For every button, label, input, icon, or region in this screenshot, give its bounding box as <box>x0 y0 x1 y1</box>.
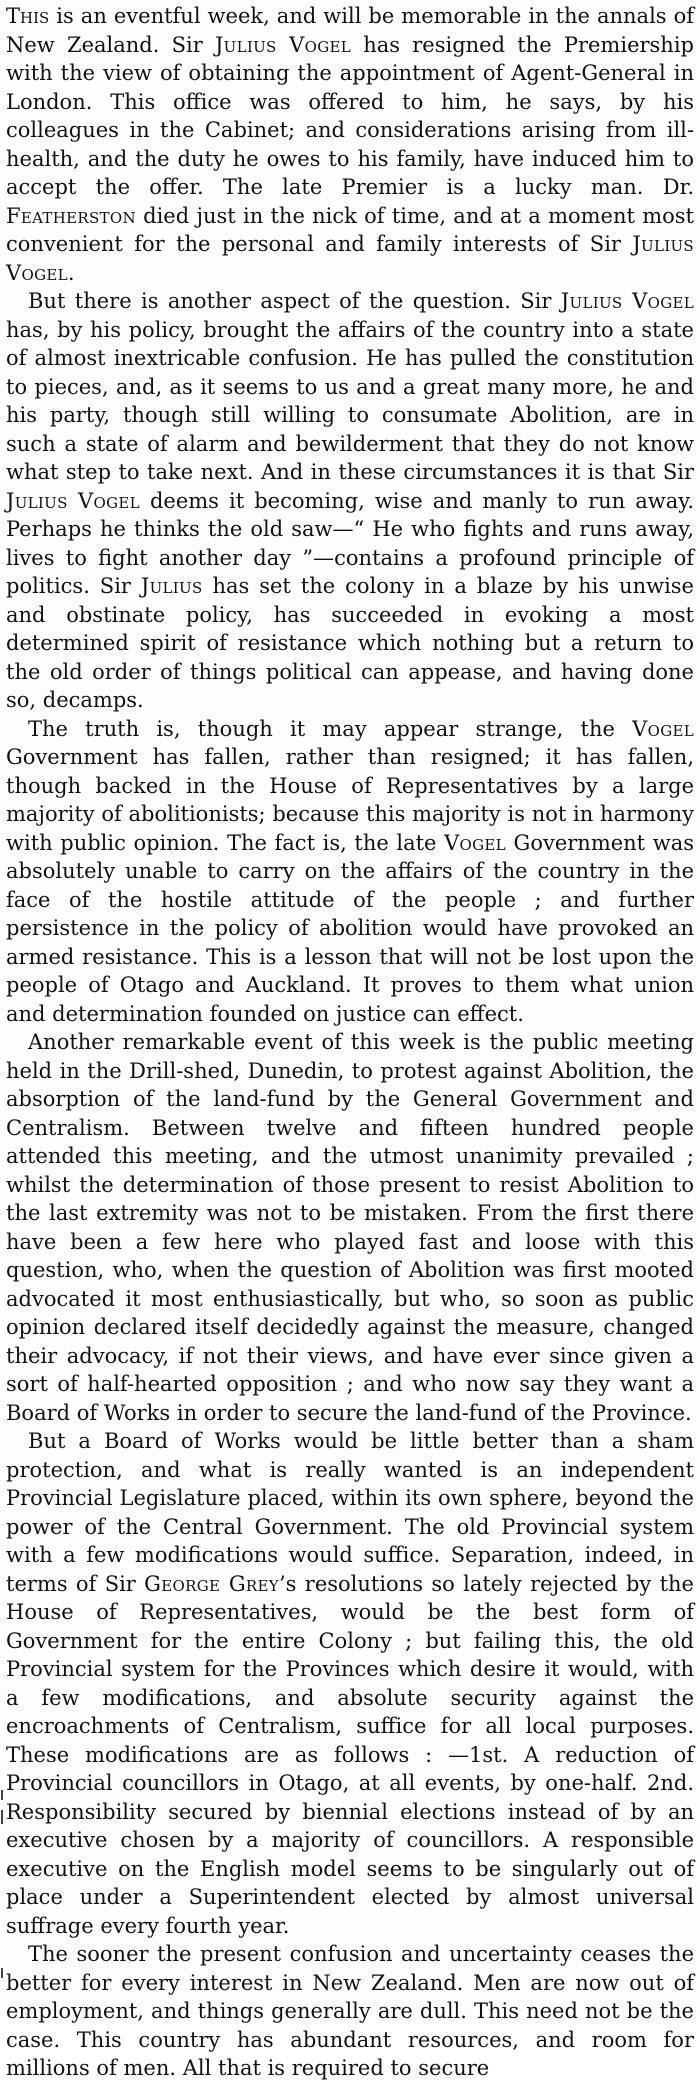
margin-tick <box>1 1790 3 1800</box>
text-run: Government was absolutely unable to carry on the affairs of the country in the face of the hostile attitude of the people ; and further persistence in the policy of abolition would have provoked an armed resistance. This is a lesson that will not be lost upon the people of Otago and Auckland. It proves to them what union and determination founded on justice can effect. <box>6 830 694 1026</box>
person-name: Featherston <box>6 203 136 228</box>
person-name: Julius Vogel <box>6 232 694 285</box>
text-run: deems it becoming, wise and manly to run away. Perhaps he thinks the old saw—“ He who fights and runs away, lives to fight another day ”—contains a profound principle of politics. Sir <box>6 488 694 598</box>
margin-tick <box>1 1968 3 1978</box>
person-name: George Grey <box>144 1571 279 1596</box>
opening-word: This <box>6 4 50 28</box>
text-run: . <box>67 260 75 285</box>
text-run: has, by his policy, brought the affairs of the country into a state of almost inextricable confusion. He has pulled the constitution to pieces, and, as it seems to us and a great many more, he and his party, though still willing to consumate Abolition, are in such a state of alarm and bewilderment that they do not know what step to take next. And in these circumstances it is that Sir <box>6 317 694 484</box>
person-name: Vogel <box>444 830 506 855</box>
margin-tick <box>1 1810 3 1824</box>
text-run: is an eventful week, and will be memorable in the annals of New Zealand. Sir <box>6 4 694 57</box>
paragraph-2 <box>6 287 694 715</box>
text-run: But a Board of Works would be little better than a sham protection, and what is really wanted is an independent Provincial Legislature placed, within its own sphere, beyond the power of the Central Government. The old Provincial system with a few modifications would suffice. Separation, indeed, in terms of Sir <box>6 1429 694 1596</box>
text-run: died just in the nick of time, and at a moment most convenient for the personal and family interests of Sir <box>6 203 694 256</box>
text-run: Another remarkable event of this week is the public meeting held in the Drill-shed, Dunedin, to protest against Abolition, the absorption of the land-fund by the General Government and Centralism. Between twelve and fifteen hundred people attended this meeting, and the utmost unanimity prevailed ; whilst the determination of those present to resist Abolition to the last extremity was not to be mistaken. From the first there have been a few here who played fast and loose with this question, who, when the question of Abolition was first mooted advocated it most enthusiastically, but who, so soon as public opinion declared itself decidedly against the measure, changed their advocacy, if not their views, and have ever since given a sort of half-hearted opposition ; and who now say they want a Board of Works in order to secure the land-fund of the Province. <box>6 1030 694 1425</box>
person-name: Julius <box>140 574 203 598</box>
text-run: has set the colony in a blaze by his unwise and obstinate policy, has succeeded in evoking a most determined spirit of resistance which nothing but a return to the old order of things political can appease, and having done so, decamps. <box>6 574 694 712</box>
article-column <box>6 2 694 2083</box>
person-name: Vogel <box>632 716 694 741</box>
text-run: ’s resolutions so lately rejected by the House of Representatives, would be the best form of Government for the entire Colony ; but failing this, the old Provincial system for the Provinces which desire it would, with a few modifications, and absolute security against the encroachments of Centralism, suffice for all local purposes. These modifications are as follows : —1st. A reduction of Provincial councillors in Otago, at all events, by one-half. 2nd. Responsibility secured by biennial elections instead of by an executive chosen by a majority of councillors. A responsible executive on the English model seems to be singularly out of place under a Superintendent elected by almost universal suffrage every fourth year. <box>6 1571 694 1938</box>
paragraph-4 <box>6 1028 694 1427</box>
person-name: Julius Vogel <box>214 32 351 57</box>
paragraph-6 <box>6 1940 694 2083</box>
text-run: The sooner the present confusion and uncertainty ceases the better for every interest in New Zealand. Men are now out of employment, and things generally are dull. This need not be the case. This country has abundant resources, and room for millions of men. All that is required to secure <box>6 1942 694 2080</box>
paragraph-1 <box>6 2 694 287</box>
person-name: Julius Vogel <box>6 488 140 513</box>
person-name: Julius Vogel <box>560 289 694 313</box>
paragraph-3 <box>6 715 694 1029</box>
paragraph-5 <box>6 1427 694 1940</box>
text-run: Government has fallen, rather than resigned; it has fallen, though backed in the House of Representatives by a large majority of abolitionists; because this majority is not in harmony with public opinion. The fact is, the late <box>6 745 694 855</box>
text-run: has resigned the Premiership with the view of obtaining the appointment of Agent-General in London. This office was offered to him, he says, by his colleagues in the Cabinet; and considerations arising from ill-health, and the duty he owes to his family, have induced him to accept the offer. The late Premier is a lucky man. Dr. <box>6 32 694 199</box>
text-run: But there is another aspect of the question. Sir <box>28 289 561 313</box>
text-run: The truth is, though it may appear strange, the <box>28 716 633 741</box>
left-margin-marks <box>0 0 4 2014</box>
